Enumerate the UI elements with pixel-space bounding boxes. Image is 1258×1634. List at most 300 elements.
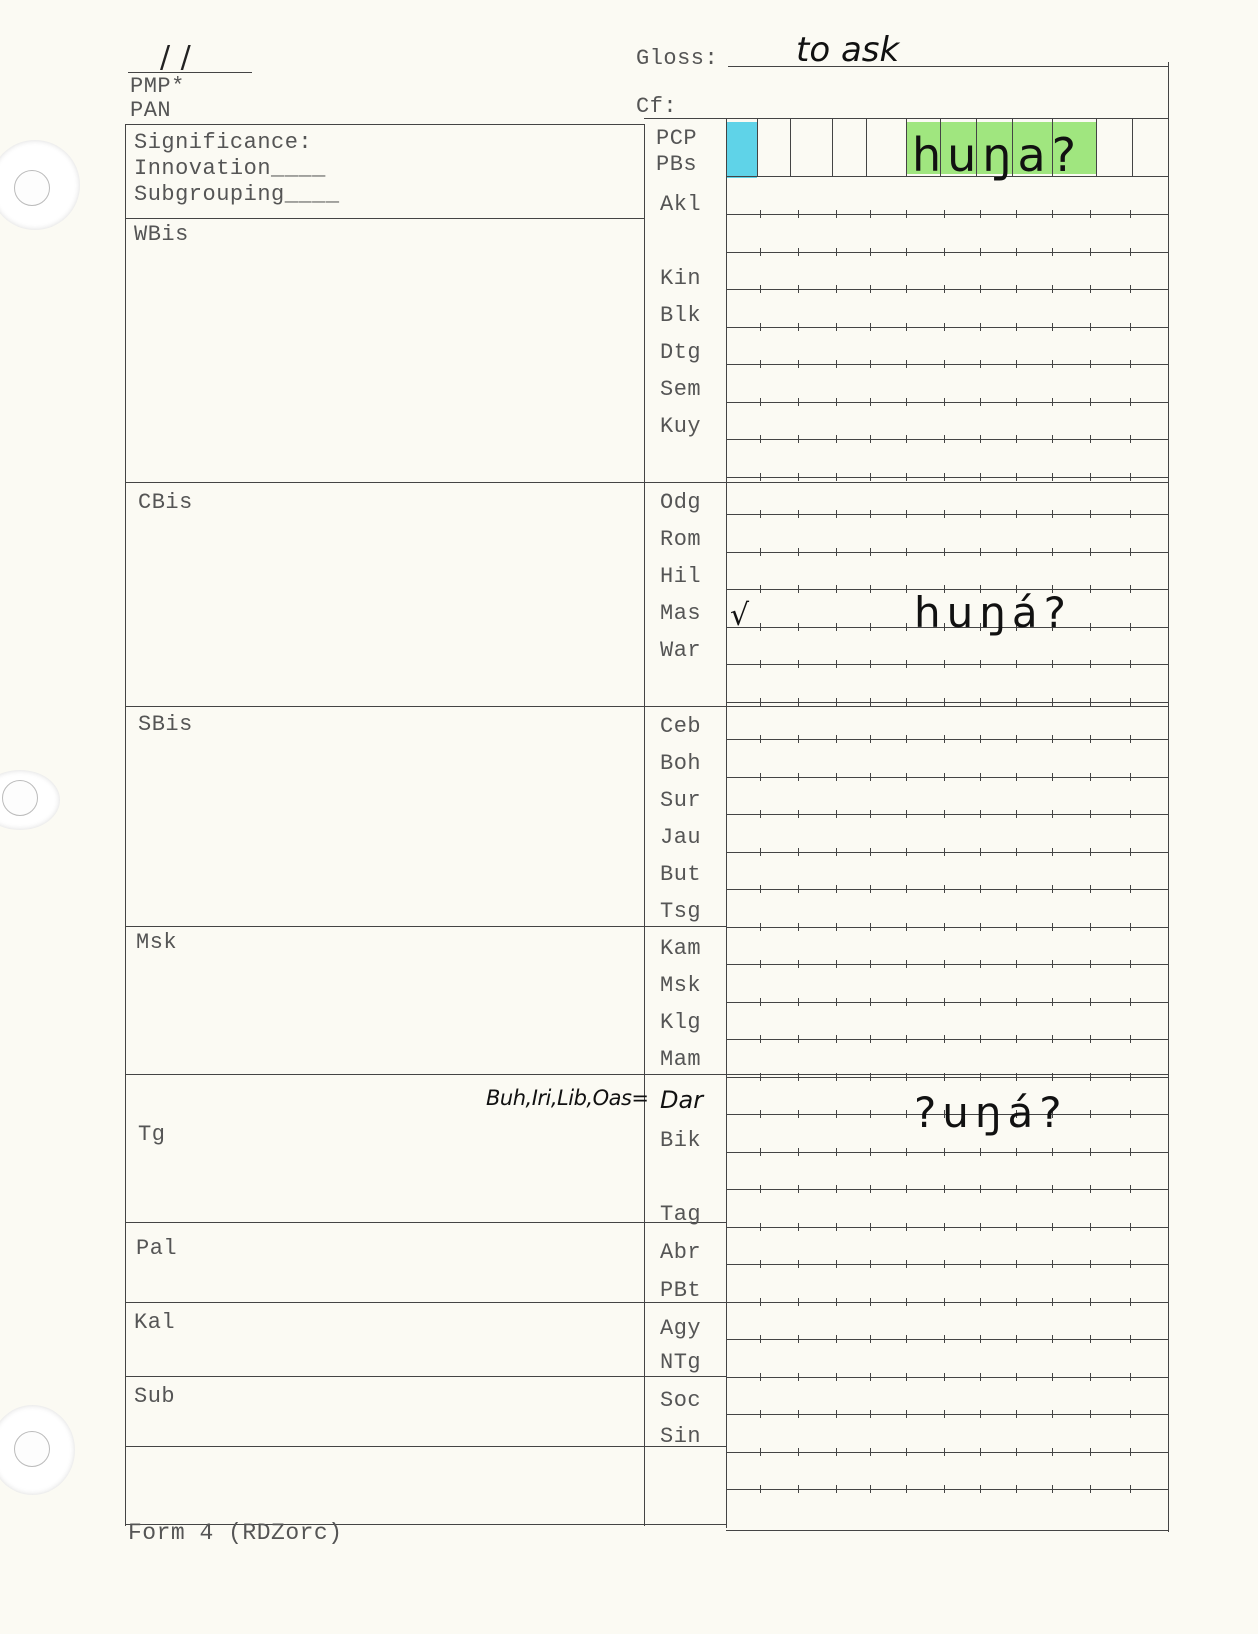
lang-label-agy: Agy (660, 1316, 702, 1341)
grid-tick (906, 960, 907, 968)
grid-rule (727, 1039, 1168, 1040)
grid-tick (1090, 923, 1091, 931)
grid-rule (727, 514, 1168, 515)
grid-tick (836, 248, 837, 256)
grid-rule (727, 964, 1168, 965)
grid-tick (1090, 1260, 1091, 1268)
grid-tick (1130, 1260, 1131, 1268)
lang-label-sem: Sem (660, 377, 702, 402)
grid-tick (760, 735, 761, 743)
lang-label-dar: Dar (660, 1086, 704, 1114)
grid-tick (870, 1073, 871, 1081)
grid-tick (836, 585, 837, 593)
punch-hole-top (0, 140, 80, 230)
grid-tick (1052, 473, 1053, 481)
grid-tick (980, 473, 981, 481)
grid-tick (1016, 548, 1017, 556)
grid-tick (836, 1073, 837, 1081)
grid-tick (944, 1185, 945, 1193)
grid-tick (1052, 1373, 1053, 1381)
grid-tick (1016, 735, 1017, 743)
grid-tick (836, 810, 837, 818)
grid-rule (727, 477, 1168, 478)
grid-tick (798, 1298, 799, 1306)
gloss-underline (728, 66, 1168, 67)
grid-tick (906, 1223, 907, 1231)
grid-tick (836, 510, 837, 518)
grid-tick (1016, 360, 1017, 368)
grid-tick (836, 1035, 837, 1043)
grid-tick (798, 510, 799, 518)
grid-tick (760, 1073, 761, 1081)
grid-tick (980, 435, 981, 443)
grid-tick (980, 1035, 981, 1043)
grid-tick (1090, 1148, 1091, 1156)
grid-tick (1130, 1035, 1131, 1043)
mas-check: √ (730, 598, 750, 633)
grid-rule (727, 214, 1168, 215)
grid-tick (870, 623, 871, 631)
grid-tick (836, 773, 837, 781)
grid-tick (944, 773, 945, 781)
grid-tick (760, 398, 761, 406)
grid-rule (727, 1002, 1168, 1003)
grid-tick (944, 923, 945, 931)
grid-tick (836, 548, 837, 556)
grid-rule (727, 814, 1168, 815)
grid-tick (1016, 1298, 1017, 1306)
grid-tick (870, 1410, 871, 1418)
grid-tick (798, 998, 799, 1006)
grid-tick (870, 660, 871, 668)
grid-tick (1130, 1073, 1131, 1081)
grid-tick (798, 360, 799, 368)
grid-tick (836, 1485, 837, 1493)
grid-tick (798, 773, 799, 781)
grid-tick (944, 1148, 945, 1156)
grid-tick (1090, 1035, 1091, 1043)
grid-tick (1130, 1335, 1131, 1343)
grid-tick (906, 285, 907, 293)
grid-tick (798, 1110, 799, 1118)
grid-tick (1090, 1110, 1091, 1118)
grid-rule (727, 552, 1168, 553)
grid-tick (1090, 323, 1091, 331)
grid-tick (1130, 1110, 1131, 1118)
group-sep-pal (125, 1222, 727, 1223)
grid-tick (1130, 435, 1131, 443)
lang-label-rom: Rom (660, 527, 702, 552)
grid-tick (944, 473, 945, 481)
pcp-form: huŋa? (912, 128, 1083, 182)
grid-tick (980, 735, 981, 743)
grid-tick (1052, 360, 1053, 368)
grid-tick (1052, 285, 1053, 293)
grid-tick (870, 548, 871, 556)
lang-label-pbt: PBt (660, 1278, 702, 1303)
pcp-cell-divider (1096, 118, 1097, 176)
grid-tick (1090, 960, 1091, 968)
grid-tick (870, 398, 871, 406)
grid-tick (760, 435, 761, 443)
grid-tick (1130, 398, 1131, 406)
grid-tick (1016, 1260, 1017, 1268)
grid-tick (1052, 735, 1053, 743)
grid-tick (760, 248, 761, 256)
grid-rule (727, 1077, 1168, 1078)
dar-form: ?uŋá? (914, 1088, 1068, 1137)
lang-label-mas: Mas (660, 601, 702, 626)
grid-tick (760, 1485, 761, 1493)
grid-tick (798, 435, 799, 443)
grid-tick (870, 248, 871, 256)
frame-lang-divider (726, 118, 727, 1528)
grid-tick (798, 248, 799, 256)
group-label-sub: Sub (134, 1384, 176, 1409)
group-label-msk: Msk (136, 930, 178, 955)
grid-tick (1090, 435, 1091, 443)
grid-tick (944, 1485, 945, 1493)
grid-rule (727, 1189, 1168, 1190)
grid-tick (836, 698, 837, 706)
grid-rule (727, 1452, 1168, 1453)
grid-tick (906, 210, 907, 218)
grid-tick (798, 1373, 799, 1381)
grid-tick (980, 1223, 981, 1231)
grid-tick (944, 735, 945, 743)
grid-tick (1052, 248, 1053, 256)
grid-tick (1016, 885, 1017, 893)
grid-tick (1130, 210, 1131, 218)
group-sep-last (125, 1446, 727, 1447)
grid-tick (870, 1298, 871, 1306)
grid-tick (1052, 548, 1053, 556)
grid-tick (870, 1148, 871, 1156)
grid-tick (944, 360, 945, 368)
grid-tick (760, 210, 761, 218)
grid-tick (1090, 548, 1091, 556)
grid-rule (727, 439, 1168, 440)
grid-tick (980, 1298, 981, 1306)
grid-tick (1052, 1073, 1053, 1081)
lang-label-kam: Kam (660, 936, 702, 961)
grid-tick (906, 1035, 907, 1043)
grid-tick (906, 248, 907, 256)
grid-tick (870, 1485, 871, 1493)
grid-tick (980, 1410, 981, 1418)
grid-tick (798, 848, 799, 856)
grid-tick (1130, 323, 1131, 331)
grid-tick (906, 585, 907, 593)
grid-tick (870, 210, 871, 218)
lang-label-tag: Tag (660, 1202, 702, 1227)
grid-tick (944, 435, 945, 443)
group-label-cbis: CBis (138, 490, 193, 515)
grid-tick (798, 323, 799, 331)
group-label-kal: Kal (134, 1310, 176, 1335)
grid-tick (1090, 585, 1091, 593)
grid-tick (1090, 1373, 1091, 1381)
grid-tick (836, 998, 837, 1006)
group-label-sbis: SBis (138, 712, 193, 737)
grid-tick (798, 885, 799, 893)
grid-tick (906, 923, 907, 931)
grid-tick (1052, 1485, 1053, 1493)
grid-rule (727, 1489, 1168, 1490)
grid-tick (980, 1373, 981, 1381)
grid-tick (1016, 1335, 1017, 1343)
grid-tick (980, 210, 981, 218)
grid-tick (1130, 1485, 1131, 1493)
grid-tick (1052, 510, 1053, 518)
group-sep-msk (125, 926, 727, 927)
grid-tick (980, 1148, 981, 1156)
grid-tick (836, 1260, 837, 1268)
grid-tick (1052, 960, 1053, 968)
grid-tick (798, 1260, 799, 1268)
grid-tick (836, 473, 837, 481)
grid-tick (870, 885, 871, 893)
grid-tick (760, 473, 761, 481)
grid-tick (1016, 810, 1017, 818)
grid-tick (870, 1223, 871, 1231)
grid-tick (1130, 998, 1131, 1006)
lang-label-sin: Sin (660, 1424, 702, 1449)
grid-tick (906, 1298, 907, 1306)
group-sep-sbis (125, 706, 1168, 707)
grid-tick (980, 1485, 981, 1493)
grid-tick (980, 810, 981, 818)
lang-label-blk: Blk (660, 303, 702, 328)
grid-tick (1052, 698, 1053, 706)
grid-tick (980, 1335, 981, 1343)
grid-tick (798, 1485, 799, 1493)
grid-tick (1090, 1335, 1091, 1343)
pcp-cell-divider (790, 118, 791, 176)
grid-tick (944, 1410, 945, 1418)
grid-tick (944, 548, 945, 556)
grid-tick (760, 660, 761, 668)
grid-tick (1016, 773, 1017, 781)
grid-tick (1130, 885, 1131, 893)
grid-tick (906, 1260, 907, 1268)
grid-tick (980, 698, 981, 706)
grid-tick (798, 660, 799, 668)
grid-tick (1052, 398, 1053, 406)
grid-tick (836, 435, 837, 443)
grid-tick (760, 285, 761, 293)
grid-rule (727, 1339, 1168, 1340)
grid-tick (798, 1223, 799, 1231)
grid-tick (870, 285, 871, 293)
grid-tick (870, 923, 871, 931)
grid-tick (1130, 1298, 1131, 1306)
grid-tick (1090, 810, 1091, 818)
grid-tick (1090, 1073, 1091, 1081)
dar-note: Buh,Iri,Lib,Oas= (486, 1086, 649, 1110)
grid-tick (760, 810, 761, 818)
grid-tick (1052, 1335, 1053, 1343)
lang-label-tsg: Tsg (660, 899, 702, 924)
grid-tick (760, 960, 761, 968)
grid-tick (1090, 285, 1091, 293)
grid-tick (980, 285, 981, 293)
grid-tick (836, 1110, 837, 1118)
grid-tick (906, 660, 907, 668)
grid-tick (798, 285, 799, 293)
grid-tick (980, 998, 981, 1006)
grid-tick (1130, 548, 1131, 556)
grid-tick (798, 210, 799, 218)
lang-label-war: War (660, 638, 702, 663)
grid-tick (836, 960, 837, 968)
grid-tick (870, 1373, 871, 1381)
grid-tick (870, 698, 871, 706)
grid-tick (760, 885, 761, 893)
grid-tick (1130, 1223, 1131, 1231)
grid-tick (1130, 585, 1131, 593)
grid-tick (760, 1335, 761, 1343)
grid-tick (980, 885, 981, 893)
grid-tick (1016, 398, 1017, 406)
grid-rule (727, 927, 1168, 928)
grid-tick (798, 398, 799, 406)
grid-tick (798, 1448, 799, 1456)
grid-tick (944, 398, 945, 406)
group-sep-cbis (125, 482, 1168, 483)
grid-tick (1052, 435, 1053, 443)
grid-rule (727, 664, 1168, 665)
grid-tick (1090, 998, 1091, 1006)
grid-tick (944, 1448, 945, 1456)
grid-tick (980, 323, 981, 331)
grid-tick (944, 885, 945, 893)
grid-tick (798, 923, 799, 931)
grid-tick (1130, 623, 1131, 631)
grid-tick (906, 773, 907, 781)
grid-tick (980, 360, 981, 368)
pcp-cell-divider (757, 118, 758, 176)
grid-tick (1090, 660, 1091, 668)
grid-tick (798, 960, 799, 968)
grid-rule (727, 327, 1168, 328)
grid-tick (870, 360, 871, 368)
grid-rule (727, 252, 1168, 253)
grid-rule (727, 1264, 1168, 1265)
grid-tick (1130, 1148, 1131, 1156)
grid-tick (836, 1298, 837, 1306)
grid-tick (1130, 923, 1131, 931)
grid-tick (1016, 435, 1017, 443)
grid-tick (1130, 1448, 1131, 1456)
frame-right (1168, 62, 1169, 1532)
significance-title: Significance: (134, 130, 313, 155)
grid-tick (1130, 735, 1131, 743)
grid-tick (1016, 998, 1017, 1006)
grid-tick (1016, 1410, 1017, 1418)
grid-tick (798, 548, 799, 556)
grid-tick (870, 435, 871, 443)
grid-tick (1090, 248, 1091, 256)
grid-rule (727, 889, 1168, 890)
grid-tick (1130, 810, 1131, 818)
grid-tick (836, 1410, 837, 1418)
grid-tick (760, 923, 761, 931)
innovation-field: Innovation____ (134, 156, 326, 181)
grid-tick (1090, 1448, 1091, 1456)
lang-label-ntg: NTg (660, 1350, 702, 1375)
grid-tick (1016, 848, 1017, 856)
grid-tick (1052, 848, 1053, 856)
lang-label-abr: Abr (660, 1240, 702, 1265)
grid-tick (980, 660, 981, 668)
grid-tick (1052, 660, 1053, 668)
grid-tick (1016, 698, 1017, 706)
lang-label-kin: Kin (660, 266, 702, 291)
grid-tick (1052, 1410, 1053, 1418)
lang-label-ceb: Ceb (660, 714, 702, 739)
grid-rule (727, 1227, 1168, 1228)
grid-tick (1130, 473, 1131, 481)
grid-tick (944, 660, 945, 668)
grid-tick (1016, 1073, 1017, 1081)
grid-tick (906, 1410, 907, 1418)
grid-tick (760, 1148, 761, 1156)
grid-tick (870, 323, 871, 331)
grid-tick (980, 1073, 981, 1081)
form-footer: Form 4 (RDZorc) (128, 1520, 343, 1546)
lang-label-akl: Akl (660, 192, 702, 217)
grid-tick (760, 1035, 761, 1043)
grid-tick (798, 698, 799, 706)
grid-tick (798, 1410, 799, 1418)
grid-tick (906, 698, 907, 706)
grid-tick (980, 548, 981, 556)
grid-tick (1090, 473, 1091, 481)
grid-tick (906, 1073, 907, 1081)
grid-tick (836, 285, 837, 293)
grid-tick (836, 623, 837, 631)
grid-tick (906, 1110, 907, 1118)
grid-tick (836, 1373, 837, 1381)
grid-tick (906, 548, 907, 556)
grid-tick (1130, 1410, 1131, 1418)
grid-tick (760, 848, 761, 856)
grid-tick (1016, 1373, 1017, 1381)
grid-tick (1090, 360, 1091, 368)
frame-top (125, 124, 645, 125)
grid-tick (980, 848, 981, 856)
group-label-wbis: WBis (134, 222, 189, 247)
grid-tick (1052, 885, 1053, 893)
lang-label-bik: Bik (660, 1128, 702, 1153)
grid-tick (760, 585, 761, 593)
lang-label-dtg: Dtg (660, 340, 702, 365)
grid-rule (727, 852, 1168, 853)
grid-tick (906, 810, 907, 818)
grid-tick (1016, 660, 1017, 668)
punch-hole-bottom (0, 1405, 75, 1495)
frame-left (125, 124, 126, 1526)
lang-label-pbs: PBs (656, 152, 698, 177)
grid-tick (906, 435, 907, 443)
grid-tick (906, 623, 907, 631)
grid-tick (1016, 285, 1017, 293)
pcp-cell-divider (1132, 118, 1133, 176)
grid-rule (727, 1152, 1168, 1153)
grid-tick (760, 1373, 761, 1381)
grid-tick (836, 1448, 837, 1456)
